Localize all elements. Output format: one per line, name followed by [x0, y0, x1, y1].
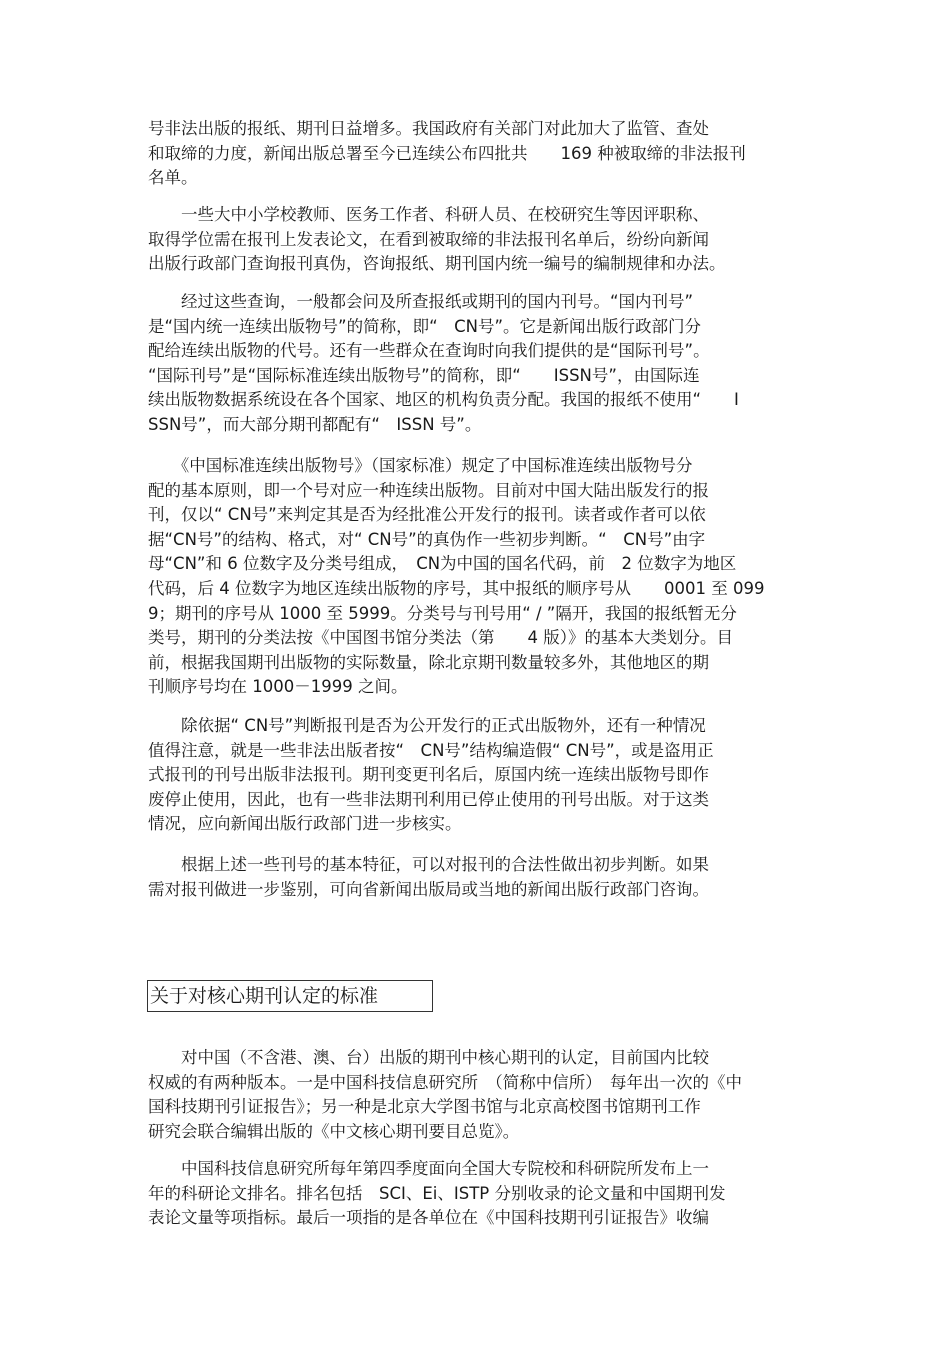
text-line: 据“CN号”的结构、格式，对“ CN号”的真伪作一些初步判断。“ CN号”由字	[148, 529, 706, 549]
text-line: 续出版物数据系统设在各个国家、地区的机构负责分配。我国的报纸不使用“ I	[148, 390, 739, 410]
text-line: 代码，后 4 位数字为地区连续出版物的序号，其中报纸的顺序号从 0001 至 099	[148, 578, 765, 598]
section-heading: 关于对核心期刊认定的标准	[147, 980, 433, 1012]
section-paragraph-2	[148, 1157, 808, 1231]
paragraph-4	[148, 454, 808, 700]
text-line: 根据上述一些刊号的基本特征，可以对报刊的合法性做出初步判断。如果	[148, 855, 709, 874]
text-line: 类号，期刊的分类法按《中国图书馆分类法（第 4 版）》的基本大类划分。目	[148, 628, 733, 648]
text-line: 式报刊的刊号出版非法报刊。期刊变更刊名后，原国内统一连续出版物号即作	[148, 765, 709, 785]
text-line: 号非法出版的报纸、期刊日益增多。我国政府有关部门对此加大了监管、查处	[148, 119, 709, 138]
paragraph-1	[148, 117, 808, 191]
text-line: 母“CN”和 6 位数字及分类号组成， CN为中国的国名代码，前 2 位数字为地区	[148, 554, 737, 574]
text-line: 刊顺序号均在 1000－1999 之间。	[148, 677, 408, 697]
paragraph-2	[148, 203, 808, 277]
text-line: 是“国内统一连续出版物号”的简称，即“ CN号”。它是新闻出版行政部门分	[148, 316, 702, 336]
text-line: 对中国（不含港、澳、台）出版的期刊中核心期刊的认定，目前国内比较	[148, 1048, 709, 1067]
text-line: 年的科研论文排名。排名包括 SCI、Ei、ISTP 分别收录的论文量和中国期刊发	[148, 1183, 726, 1203]
text-line: 配给连续出版物的代号。还有一些群众在查询时向我们提供的是“国际刊号”。	[148, 341, 710, 361]
text-line: 除依据“ CN号”判断报刊是否为公开发行的正式出版物外，还有一种情况	[148, 716, 706, 735]
text-line: 中国科技信息研究所每年第四季度面向全国大专院校和科研院所发布上一	[148, 1159, 709, 1178]
text-line: “国际刊号”是“国际标准连续出版物号”的简称，即“ ISSN号”，由国际连	[148, 365, 700, 385]
text-line: 和取缔的力度，新闻出版总署至今已连续公布四批共 169 种被取缔的非法报刊	[148, 143, 746, 163]
text-line: 9；期刊的序号从 1000 至 5999。分类号与刊号用“ / ”隔开，我国的报纸暂无分	[148, 603, 737, 623]
paragraph-6	[148, 853, 808, 902]
text-line: 表论文量等项指标。最后一项指的是各单位在《中国科技期刊引证报告》收编	[148, 1208, 709, 1228]
text-line: 取得学位需在报刊上发表论文，在看到被取缔的非法报刊名单后，纷纷向新闻	[148, 229, 709, 249]
paragraph-3	[148, 290, 808, 438]
text-line: SSN号”，而大部分期刊都配有“ ISSN 号”。	[148, 414, 482, 434]
section-paragraph-1	[148, 1046, 808, 1144]
text-line: 前，根据我国期刊出版物的实际数量，除北京期刊数量较多外，其他地区的期	[148, 652, 709, 672]
text-line: 配的基本原则，即一个号对应一种连续出版物。目前对中国大陆出版发行的报	[148, 480, 709, 500]
text-line: 经过这些查询，一般都会问及所查报纸或期刊的国内刊号。“国内刊号”	[148, 292, 694, 311]
text-line: 值得注意，就是一些非法出版者按“ CN号”结构编造假“ CN号”，或是盗用正	[148, 740, 714, 760]
text-line: 研究会联合编辑出版的《中文核心期刊要目总览》。	[148, 1121, 520, 1141]
text-line: 废停止使用，因此，也有一些非法期刊利用已停止使用的刊号出版。对于这类	[148, 789, 709, 809]
text-line: 情况，应向新闻出版行政部门进一步核实。	[148, 814, 462, 834]
text-line: 出版行政部门查询报刊真伪，咨询报纸、期刊国内统一编号的编制规律和办法。	[148, 254, 726, 274]
text-line: 国科技期刊引证报告》；另一种是北京大学图书馆与北京高校图书馆期刊工作	[148, 1097, 701, 1117]
text-line: 刊，仅以“ CN号”来判定其是否为经批准公开发行的报刊。读者或作者可以依	[148, 505, 706, 525]
text-line: 需对报刊做进一步鉴别，可向省新闻出版局或当地的新闻出版行政部门咨询。	[148, 879, 709, 899]
text-line: 名单。	[148, 168, 198, 188]
text-line: 一些大中小学校教师、医务工作者、科研人员、在校研究生等因评职称、	[148, 205, 709, 224]
paragraph-5	[148, 714, 808, 837]
text-line: 《中国标准连续出版物号》（国家标准）规定了中国标准连续出版物号分	[148, 456, 693, 475]
text-line: 权威的有两种版本。一是中国科技信息研究所 （简称中信所） 每年出一次的《中	[148, 1072, 742, 1092]
